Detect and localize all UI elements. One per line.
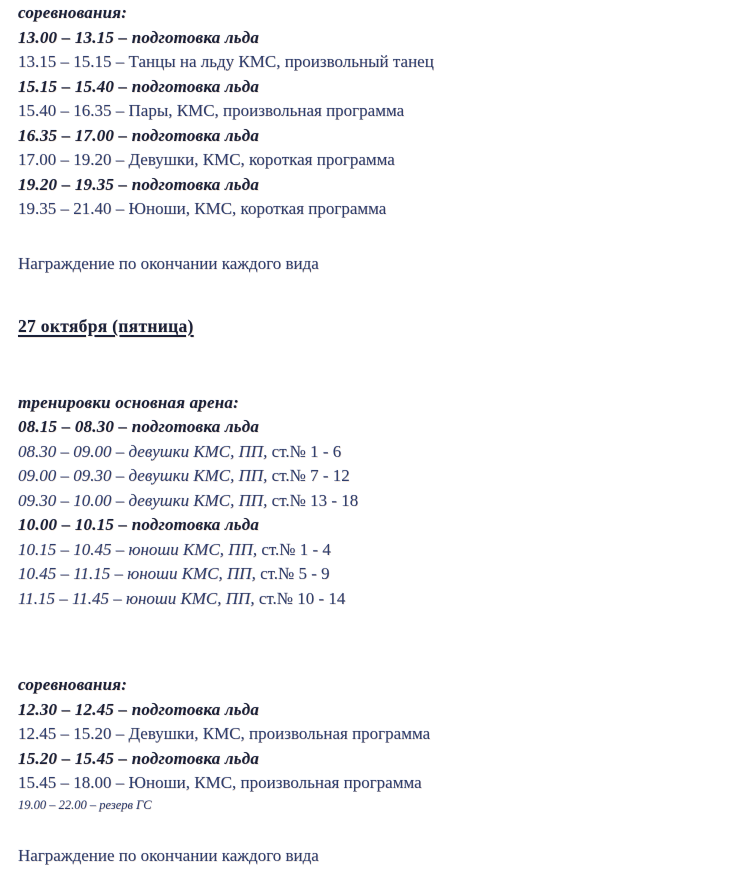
training-section (18, 391, 740, 612)
section-title-competitions-prev: соревнования: (18, 3, 128, 22)
schedule-row-ice-prep: 15.20 – 15.45 – подготовка льда (18, 748, 260, 768)
section-title-competitions: соревнования: (18, 675, 128, 694)
section-title-training: тренировки основная арена: (18, 392, 239, 412)
schedule-row-ice-prep: 13.00 – 13.15 – подготовка льда (18, 27, 260, 47)
date-heading: 27 октября (пятница) (18, 316, 194, 336)
schedule-row-event: 13.15 – 15.15 – Танцы на льду КМС, произвольный танец (18, 52, 434, 71)
training-row-main: 09.30 – 10.00 – девушки КМС, ПП, (18, 490, 268, 510)
training-row-main: 09.00 – 09.30 – девушки КМС, ПП, (18, 466, 268, 485)
schedule-row-training (18, 489, 740, 514)
training-row-main: 08.30 – 09.00 – девушки КМС, ПП, (18, 441, 268, 461)
award-note: Награждение по окончании каждого вида (18, 845, 319, 865)
competitions-section-main (18, 673, 740, 868)
schedule-row-reserve: 19.00 – 22.00 – резерв ГС (18, 797, 152, 812)
schedule-row-event: 17.00 – 19.20 – Девушки, КМС, короткая программа (18, 150, 395, 169)
award-note: Награждение по окончании каждого вида (18, 253, 319, 273)
schedule-row-ice-prep: 10.00 – 10.15 – подготовка льда (18, 515, 260, 534)
schedule-row-ice-prep: 08.15 – 08.30 – подготовка льда (18, 417, 260, 436)
schedule-row-event: 19.35 – 21.40 – Юноши, КМС, короткая программа (18, 199, 387, 218)
schedule-row-ice-prep: 16.35 – 17.00 – подготовка льда (18, 125, 260, 145)
competitions-section-prev-day (18, 1, 740, 276)
schedule-row-ice-prep: 15.15 – 15.40 – подготовка льда (18, 76, 260, 96)
schedule-row-ice-prep: 12.30 – 12.45 – подготовка льда (18, 699, 260, 719)
training-row-start-numbers: ст.№ 13 - 18 (267, 490, 359, 510)
schedule-row-training (18, 587, 740, 612)
schedule-row-training (18, 464, 740, 489)
training-row-start-numbers: ст.№ 1 - 6 (267, 441, 342, 461)
schedule-row-event: 15.45 – 18.00 – Юноши, КМС, произвольная программа (18, 773, 422, 792)
schedule-row-training (18, 538, 740, 563)
training-row-start-numbers: ст.№ 7 - 12 (267, 466, 350, 485)
schedule-row-event: 15.40 – 16.35 – Пары, КМС, произвольная программа (18, 101, 405, 120)
training-row-main: 10.45 – 11.15 – юноши КМС, ПП, (18, 564, 256, 583)
schedule-row-training (18, 440, 740, 465)
training-row-start-numbers: ст.№ 1 - 4 (257, 539, 331, 559)
training-row-main: 10.15 – 10.45 – юноши КМС, ПП, (18, 539, 258, 559)
schedule-row-ice-prep: 19.20 – 19.35 – подготовка льда (18, 174, 260, 194)
training-row-start-numbers: ст.№ 5 - 9 (255, 564, 330, 583)
training-row-main: 11.15 – 11.45 – юноши КМС, ПП, (18, 588, 255, 608)
schedule-row-event: 12.45 – 15.20 – Девушки, КМС, произвольная программа (18, 724, 431, 743)
training-row-start-numbers: ст.№ 10 - 14 (254, 588, 346, 608)
schedule-row-training (18, 562, 740, 587)
